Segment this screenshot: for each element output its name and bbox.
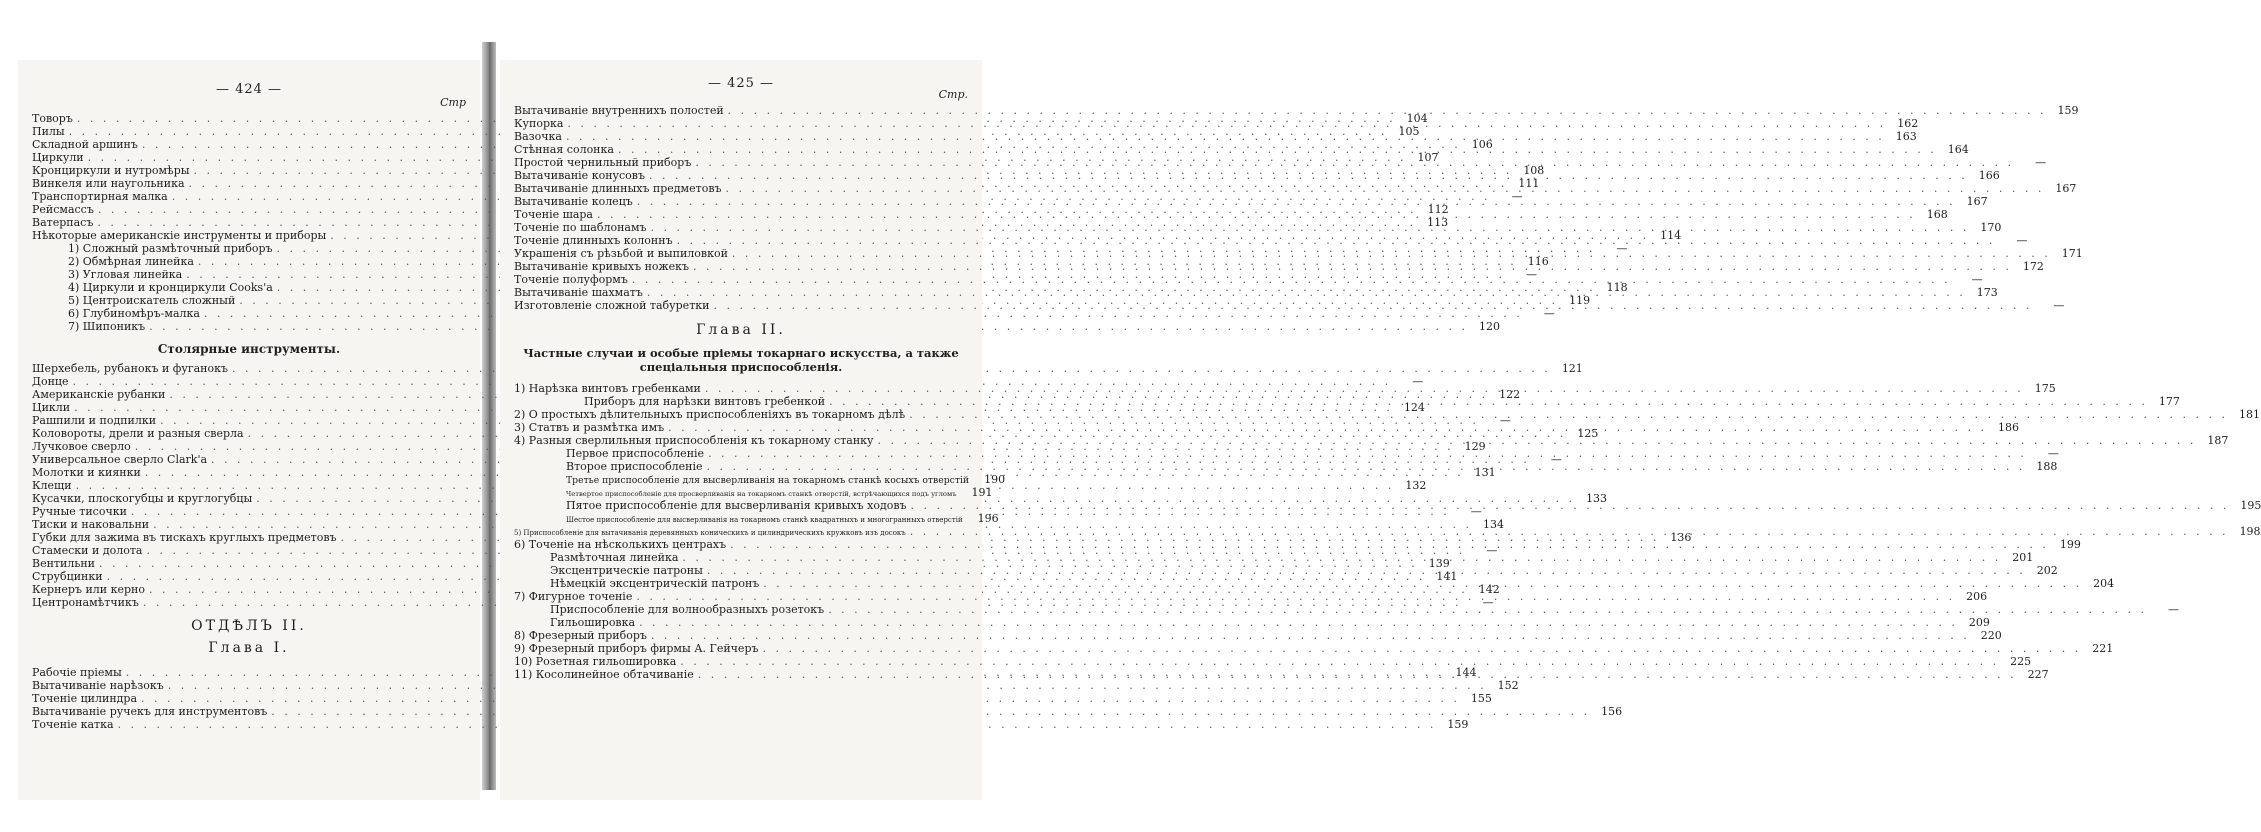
- toc-entry-page: 177: [2158, 395, 2180, 408]
- toc-entry: [514, 486, 993, 499]
- toc-entry-title: 4) Разныя сверлильныя приспособленія къ токарному станку: [514, 434, 874, 447]
- dot-leader: [636, 590, 1955, 603]
- toc-entry-title: Точеніе цилиндра: [32, 692, 138, 705]
- toc-entry-page: 132: [1405, 479, 1427, 492]
- toc-entry-page: 156: [1601, 705, 1623, 718]
- toc-entry-page: 198: [2239, 525, 2261, 538]
- dot-leader: [708, 447, 2027, 460]
- dot-leader: [705, 382, 2024, 395]
- toc-entry-page: 171: [2061, 247, 2083, 260]
- toc-entry-title: Вытачиваніе шахматъ: [514, 286, 643, 299]
- toc-entry: [32, 375, 1424, 388]
- toc-entry-title: Четвертое приспособленіе для просверливанія на токарномъ станкѣ отверстій, встрѣчающихся подъ угломъ: [566, 490, 957, 498]
- toc-entry-page: —: [2047, 447, 2059, 460]
- toc-entry-title: 6) Глубиномѣръ-малка: [68, 307, 200, 320]
- toc-entry-page: 134: [1482, 518, 1504, 531]
- toc-entry-title: Вытачиваніе длинныхъ предметовъ: [514, 182, 722, 195]
- toc-entry-title: Ватерпасъ: [32, 216, 94, 229]
- toc-entry-page: 227: [2027, 668, 2049, 681]
- toc-entry-page: 170: [1980, 221, 2002, 234]
- dot-leader: [763, 577, 2082, 590]
- dot-leader: [651, 629, 1970, 642]
- toc-entry-title: Гильошировка: [550, 616, 636, 629]
- toc-entry-title: 4) Циркули и кронциркули Cooks'а: [68, 281, 273, 294]
- page-number: — 424 —: [215, 82, 283, 97]
- toc-entry: [514, 195, 1988, 208]
- toc-entry-page: 155: [1470, 692, 1492, 705]
- toc-entry-page: 106: [1471, 138, 1493, 151]
- toc-entry-page: —: [2035, 156, 2047, 169]
- toc-entry-page: 121: [1561, 362, 1583, 375]
- toc-entry-page: —: [2168, 603, 2179, 616]
- toc-entry-title: Вытачиваніе кривыхъ ножекъ: [514, 260, 690, 273]
- toc-entry-page: 204: [2093, 577, 2115, 590]
- toc-entry-page: 118: [1606, 281, 1628, 294]
- toc-entry-page: 144: [1455, 666, 1477, 679]
- toc-entry-title: Рабочіе пріемы: [32, 666, 122, 679]
- toc-entry-title: 7) Шипоникъ: [68, 320, 146, 333]
- dot-leader: [693, 260, 2012, 273]
- toc-entry-title: Размѣточная линейка: [550, 551, 679, 564]
- toc-entry-title: Рашпили и подпилки: [32, 414, 157, 427]
- toc-entry-page: 209: [1968, 616, 1990, 629]
- toc-entry-title: Украшенія съ рѣзьбой и выпиловкой: [514, 247, 728, 260]
- toc-entry-title: Шерхебель, рубанокъ и фуганокъ: [32, 362, 228, 375]
- toc-entry-title: Точеніе длинныхъ колоннъ: [514, 234, 673, 247]
- toc-entry: [514, 642, 2114, 655]
- dot-leader: [728, 104, 2047, 117]
- toc-entry-title: Цикли: [32, 401, 71, 414]
- toc-entry-page: 111: [1518, 177, 1540, 190]
- toc-entry-page: 202: [2036, 564, 2058, 577]
- dot-leader: [618, 143, 1937, 156]
- toc-entry-title: Эксцентрическіе патроны: [550, 564, 703, 577]
- toc-entry-title: 9) Фрезерный приборъ фирмы А. Гейчеръ: [514, 642, 759, 655]
- dot-leader: [911, 499, 2230, 512]
- toc-entry-page: 107: [1417, 151, 1439, 164]
- toc-entry: [32, 307, 1555, 320]
- toc-entry-page: 131: [1474, 466, 1496, 479]
- dot-leader: [726, 182, 2045, 195]
- toc-entry-page: —: [1499, 414, 1511, 427]
- dot-leader: [698, 668, 2017, 681]
- toc-entry-page: 162: [1897, 117, 1919, 130]
- dot-leader: [714, 299, 2033, 312]
- toc-entry-page: 113: [1427, 216, 1449, 229]
- toc-entry: [514, 512, 999, 525]
- toc-entry-title: 5) Центроискатель сложный: [68, 294, 236, 307]
- toc-entry-title: Второе приспособленіе: [566, 460, 703, 473]
- toc-entry-page: 114: [1660, 229, 1682, 242]
- toc-entry: [514, 473, 1006, 486]
- toc-entry-title: 6) Точеніе на нѣсколькихъ центрахъ: [514, 538, 727, 551]
- toc-entry-page: 159: [1447, 718, 1469, 731]
- toc-entry-title: Винкеля или наугольника: [32, 177, 185, 190]
- dot-leader: [597, 208, 1916, 221]
- dot-leader: [680, 655, 1999, 668]
- dot-leader: [637, 195, 1956, 208]
- toc-entry-title: Вазочка: [514, 130, 562, 143]
- dot-leader: [695, 156, 2014, 169]
- toc-entry-title: Губки для зажима въ тискахъ круглыхъ предметовъ: [32, 531, 337, 544]
- toc-entry-title: Третье приспособленіе для высверливанія на токарномъ станкѣ косыхъ отверстій: [566, 475, 970, 486]
- toc-entry-title: 7) Фигурное точеніе: [514, 590, 633, 603]
- toc-entry-title: Точеніе шара: [514, 208, 593, 221]
- toc-entry-title: Точеніе по шаблонамъ: [514, 221, 647, 234]
- dot-leader: [649, 169, 1968, 182]
- toc-entry-title: Точеніе катка: [32, 718, 114, 731]
- toc-entry-title: Пилы: [32, 125, 65, 138]
- toc-entry-title: Рейсмассъ: [32, 203, 94, 216]
- toc-entry-page: —: [1482, 596, 1494, 609]
- toc-entry-page: 167: [2055, 182, 2077, 195]
- dot-leader: [682, 551, 2001, 564]
- toc-entry-page: —: [1470, 505, 1482, 518]
- toc-entry-title: Вытачиваніе колецъ: [514, 195, 633, 208]
- toc-entry-title: 2) О простыхъ дѣлительныхъ приспособленіяхъ въ токарномъ дѣлѣ: [514, 408, 906, 421]
- dot-leader: [567, 117, 1886, 130]
- toc-entry: [514, 655, 2032, 668]
- toc-entry-title: Купорка: [514, 117, 564, 130]
- toc-entry-page: 141: [1436, 570, 1458, 583]
- toc-entry-title: Транспортирная малка: [32, 190, 168, 203]
- toc-entry-page: 225: [2010, 655, 2032, 668]
- toc-entry-page: 105: [1398, 125, 1420, 138]
- toc-entry-page: 120: [1478, 320, 1500, 333]
- dot-leader: [910, 525, 2229, 538]
- toc-entry-page: 188: [2036, 460, 2058, 473]
- toc-entry: [514, 499, 2261, 512]
- toc-entry-page: 199: [2059, 538, 2081, 551]
- part-heading: ОТДѢЛЪ II.: [191, 618, 307, 634]
- toc-entry-title: Пятое приспособленіе для высверливанія кривыхъ ходовъ: [566, 499, 907, 512]
- toc-entry-page: 152: [1497, 679, 1519, 692]
- chapter-heading: Глава I.: [208, 640, 290, 656]
- toc-entry: [32, 718, 1469, 731]
- toc-entry-page: —: [1511, 190, 1523, 203]
- toc-entry-title: Приборъ для нарѣзки винтовъ гребенкой: [584, 395, 826, 408]
- toc-entry-title: Коловороты, дрели и разныя сверла: [32, 427, 244, 440]
- toc-entry-title: Складной аршинъ: [32, 138, 138, 151]
- toc-entry: [514, 629, 2002, 642]
- toc-entry-title: Вытачиваніе нарѣзокъ: [32, 679, 164, 692]
- toc-entry-title: Вытачиваніе внутреннихъ полостей: [514, 104, 724, 117]
- toc-entry-page: —: [1616, 242, 1628, 255]
- toc-entry-page: 142: [1478, 583, 1500, 596]
- toc-entry-page: 220: [1980, 629, 2002, 642]
- page-column-label: Стр: [440, 96, 466, 109]
- toc-entry: [32, 679, 1519, 692]
- toc-entry: [514, 408, 2261, 421]
- toc-entry-title: 5) Приспособленіе для вытачиванія деревянныхъ коническихъ и цилиндрическихъ кружковъ изъ досокъ: [514, 529, 906, 537]
- toc-entry-title: Нѣмецкій эксцентрическій патронъ: [550, 577, 760, 590]
- toc-entry: [514, 538, 2081, 551]
- toc-entry-title: Американскіе рубанки: [32, 388, 166, 401]
- toc-entry-title: Стѣнная солонка: [514, 143, 614, 156]
- dot-leader: [707, 460, 2026, 473]
- toc-entry-page: 125: [1577, 427, 1599, 440]
- toc-entry-page: 164: [1947, 143, 1969, 156]
- toc-entry-title: Лучковое сверло: [32, 440, 131, 453]
- toc-entry-page: 221: [2092, 642, 2114, 655]
- toc-entry: [514, 447, 2059, 460]
- toc-entry-page: —: [1543, 307, 1555, 320]
- dot-leader: [566, 130, 1885, 143]
- toc-entry-page: 129: [1464, 440, 1486, 453]
- toc-entry-page: —: [1412, 375, 1424, 388]
- toc-entry-title: Шестое приспособленіе для высверливанія на токарномъ станкѣ квадратныхъ и многогранныхъ отверстій: [566, 516, 963, 524]
- toc-entry-page: —: [1550, 453, 1562, 466]
- toc-entry: [514, 104, 2079, 117]
- chapter-heading: Глава II.: [696, 322, 786, 338]
- toc-entry-page: 201: [2012, 551, 2034, 564]
- toc-entry: [514, 590, 1988, 603]
- toc-entry-page: 116: [1527, 255, 1549, 268]
- toc-entry-title: 3) Угловая линейка: [68, 268, 183, 281]
- toc-entry-page: 108: [1523, 164, 1545, 177]
- toc-entry-title: 3) Статвъ и размѣтка имъ: [514, 421, 665, 434]
- toc-entry-title: Универсальное сверло Clark'а: [32, 453, 208, 466]
- toc-entry-title: Циркули: [32, 151, 84, 164]
- toc-entry-page: 196: [977, 512, 999, 525]
- toc-entry: [514, 273, 1983, 286]
- dot-leader: [828, 603, 2147, 616]
- toc-entry-page: 206: [1966, 590, 1988, 603]
- toc-entry-title: Тиски и наковальни: [32, 518, 150, 531]
- toc-entry-page: 167: [1966, 195, 1988, 208]
- toc-entry-title: Струбцинки: [32, 570, 103, 583]
- toc-entry-title: Нѣкоторые американскіе инструменты и приборы: [32, 229, 327, 242]
- toc-entry-title: Центронамѣтчикъ: [32, 596, 139, 609]
- toc-entry-title: Первое приспособленіе: [566, 447, 705, 460]
- toc-entry-page: 186: [1997, 421, 2019, 434]
- toc-entry-page: 195: [2240, 499, 2261, 512]
- toc-entry-title: 10) Розетная гильошировка: [514, 655, 677, 668]
- dot-leader: [639, 616, 1958, 629]
- toc-entry-title: Вытачиваніе ручекъ для инструментовъ: [32, 705, 268, 718]
- dot-leader: [730, 538, 2049, 551]
- toc-entry-page: 191: [971, 486, 993, 499]
- toc-entry-page: 190: [984, 473, 1006, 486]
- toc-entry-title: Ручные тисочки: [32, 505, 127, 518]
- toc-entry-title: 11) Косолинейное обтачиваніе: [514, 668, 694, 681]
- toc-entry-page: 124: [1403, 401, 1425, 414]
- toc-entry-title: Вытачиваніе конусовъ: [514, 169, 645, 182]
- toc-entry-title: Приспособленіе для волнообразныхъ розетокъ: [550, 603, 825, 616]
- toc-entry-title: 1) Нарѣзка винтовъ гребенками: [514, 382, 701, 395]
- toc-entry-page: 172: [2022, 260, 2044, 273]
- toc-entry-title: Клещи: [32, 479, 72, 492]
- dot-leader: [707, 564, 2026, 577]
- dot-leader: [651, 221, 1970, 234]
- toc-entry-title: Молотки и киянки: [32, 466, 141, 479]
- toc-entry: [514, 247, 2083, 260]
- toc-entry-page: —: [2016, 234, 2028, 247]
- toc-entry-page: 175: [2034, 382, 2056, 395]
- toc-entry-page: 122: [1499, 388, 1521, 401]
- page-number: — 425 —: [707, 76, 775, 91]
- toc-entry-title: Вентильни: [32, 557, 95, 570]
- toc-entry-title: Кусачки, плоскогубцы и круглогубцы: [32, 492, 253, 505]
- toc-entry-page: 181: [2239, 408, 2261, 421]
- toc-entry-title: Точеніе полуформъ: [514, 273, 628, 286]
- toc-entry-title: 8) Фрезерный приборъ: [514, 629, 647, 642]
- dot-leader: [829, 395, 2148, 408]
- toc-entry-title: Донце: [32, 375, 69, 388]
- dot-leader: [732, 247, 2051, 260]
- dot-leader: [632, 273, 1951, 286]
- dot-leader: [909, 408, 2228, 421]
- dot-leader: [668, 421, 1987, 434]
- toc-entry-page: 104: [1406, 112, 1428, 125]
- toc-entry: [514, 616, 1990, 629]
- dot-leader: [647, 286, 1966, 299]
- toc-entry-page: 168: [1926, 208, 1948, 221]
- toc-entry-page: —: [2053, 299, 2065, 312]
- page-column-label: Стр.: [938, 88, 968, 101]
- toc-entry: [32, 362, 1583, 375]
- toc-entry-page: 173: [1976, 286, 1998, 299]
- chapter-title: Частные случаи и особые пріемы токарнаго искусства, а также спеціальныя приспособленія.: [523, 346, 959, 374]
- toc-entry-page: 163: [1895, 130, 1917, 143]
- toc-entry-page: 187: [2207, 434, 2229, 447]
- toc-entry-title: Кернеръ или керно: [32, 583, 145, 596]
- toc-entry-page: 139: [1428, 557, 1450, 570]
- toc-entry-page: 159: [2057, 104, 2079, 117]
- dot-leader: [878, 434, 2197, 447]
- section-heading: Столярные инструменты.: [157, 342, 341, 356]
- dot-leader: [762, 642, 2081, 655]
- toc-entry-title: Простой чернильный приборъ: [514, 156, 692, 169]
- toc-entry-page: —: [1971, 273, 1983, 286]
- toc-entry-title: Стамески и долота: [32, 544, 143, 557]
- toc-entry-title: Кронциркули и нутромѣры: [32, 164, 190, 177]
- toc-entry: [32, 705, 1623, 718]
- toc-entry-title: 2) Обмѣрная линейка: [68, 255, 194, 268]
- dot-leader: [677, 234, 1996, 247]
- toc-entry-title: Изготовленіе сложной табуретки: [514, 299, 710, 312]
- toc-entry-title: Товоръ: [32, 112, 73, 125]
- toc-entry-title: 1) Сложный размѣточный приборъ: [68, 242, 273, 255]
- toc-entry: [32, 692, 1492, 705]
- toc-entry-page: —: [1526, 268, 1538, 281]
- toc-entry-page: 166: [1978, 169, 2000, 182]
- toc-entry: [514, 603, 2179, 616]
- toc-entry-page: 133: [1586, 492, 1608, 505]
- toc-entry-page: —: [1486, 544, 1498, 557]
- toc-entry-page: 112: [1427, 203, 1449, 216]
- toc-entry-page: 119: [1569, 294, 1591, 307]
- toc-entry-page: 136: [1670, 531, 1692, 544]
